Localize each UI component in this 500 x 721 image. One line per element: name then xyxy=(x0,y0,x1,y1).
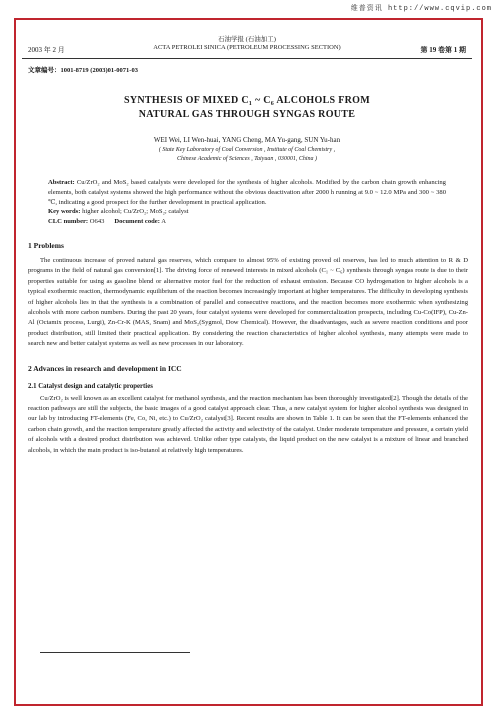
page-content xyxy=(22,26,472,702)
doc-code-label: Document code: xyxy=(114,218,160,226)
volume-issue: 第 19 卷第 1 期 xyxy=(420,46,466,54)
classification xyxy=(48,217,446,227)
paragraph-problems: The continuous increase of proved natural gas reserves, which compare to almost 95% of existing proved oil reserves, has led to much attention to R & D programs in the field of natural gas conversion[1]. The driving force of renewed interests in mixed alcohols (C₁ ~ C₆) synthesis through syngas route is due to their properties suitable for using as gasoline blend or alternative motor fuel for the reduction of exhaust emission. Because CO hydrogenation to higher alcohols is a typical exothermic reaction, thermodynamic equilibrium of the reaction becomes increasingly important at higher temperatures. The difficulty in developing synthesis of higher alcohols lies in that the synthesis is a combination of parallel and consecutive reactions, and the reaction becomes more exothermic when synthesizing alcohols with more carbon numbers. During the past 20 years, four catalyst systems were developed for commercialization prospects, including Cu-Co(IFP), Cu-Zn-Al (Octamix process, Lurgi), Zn-Cr-K (MAS, Snam) and MoS₂(Sygmol, Dow Chemical). However, the disadvantages, such as severe reaction conditions and poor product distribution, still limited their practical application. By considering the reaction characteristics of higher alcohol synthesis, many attempts were made to search new and better catalyst systems as well as new processes in our laboratory. xyxy=(28,256,468,348)
abstract-label: Abstract: xyxy=(48,179,75,186)
issue-date: 2003 年 2 月 xyxy=(28,46,65,54)
abstract xyxy=(48,178,446,207)
subsection-heading-2-1: 2.1 Catalyst design and catalytic properties xyxy=(28,382,153,390)
running-header xyxy=(22,36,472,59)
keywords-label: Key words: xyxy=(48,208,81,216)
affiliation-line-1: ( State Key Laboratory of Coal Conversion , Institute of Coal Chemistry , xyxy=(158,147,336,153)
author-list: WEI Wei, LI Wen-huai, YANG Cheng, MA Yu-gang, SUN Yu-han xyxy=(153,136,341,144)
paragraph-catalyst-design: Cu/ZrO₂ is well known as an excellent catalyst for methanol synthesis, and the reaction mechanism has been thoroughly investigated[2]. Though the details of the reaction pathways are still the subjects, the basic images of a good catalyst approach clear. Thus, a new catalyst system for higher alcohol synthesis was designed in our lab by introducing FT-elements (Fe, Co, Ni, etc.) to Cu/ZrO₂ catalyst[3]. Recent results are shown in Table 1. It can be seen that the FT-elements enhanced the carbon chain growth, and the reaction temperature greatly affected the activity and selectivity of the catalyst. Under moderate temperature and pressure, a certain yield of alcohols with a desired product distribution was achieved. Unlike other type catalysts, the liquid product on the new catalyst is a mixture of linear and branched alcohols, in which the main product is iso-butanol at relatively high temperatures. xyxy=(28,394,468,454)
keywords xyxy=(48,207,446,217)
footnote-rule xyxy=(40,652,190,653)
journal-name xyxy=(22,36,472,52)
source-watermark: 维普资讯 http://www.cqvip.com xyxy=(350,5,492,13)
article-number: 文章编号：1001-8719 (2003)01-0071-03 xyxy=(28,67,138,74)
paper-title xyxy=(22,94,472,122)
keywords-text: higher alcohol; Cu/ZrO₂; MoS₂; catalyst xyxy=(82,208,189,216)
doc-code-value: A xyxy=(161,218,166,226)
journal-name-en: ACTA PETROLEI SINICA (PETROLEUM PROCESSING SECTION) xyxy=(153,44,341,51)
title-line-2: NATURAL GAS THROUGH SYNGAS ROUTE xyxy=(138,109,356,120)
journal-name-cn: 石油学报 (石油加工) xyxy=(218,36,276,43)
clc-value: O643 xyxy=(89,218,105,226)
title-line-1: SYNTHESIS OF MIXED C₁ ~ C₆ ALCOHOLS FROM xyxy=(124,95,370,106)
affiliation xyxy=(22,146,472,164)
affiliation-line-2: Chinese Academic of Sciences , Taiyuan , 030001, China ) xyxy=(177,156,317,162)
abstract-text: Cu/ZrO₂ and MoS₂ based catalysts were developed for the synthesis of higher alcohols. Modified by the carbon chain growth enhancing elements, both catalyst systems showed the high performance without the obvious deactivation after 2000 h running at 9.0 ~ 12.0 MPa and 300 ~ 380 ℃, indicating a good prospect for the further development in practical application. xyxy=(48,179,446,206)
clc-label: CLC number: xyxy=(48,218,89,226)
section-heading-1: 1 Problems xyxy=(28,240,64,250)
section-heading-2: 2 Advances in research and development in ICC xyxy=(28,363,182,373)
